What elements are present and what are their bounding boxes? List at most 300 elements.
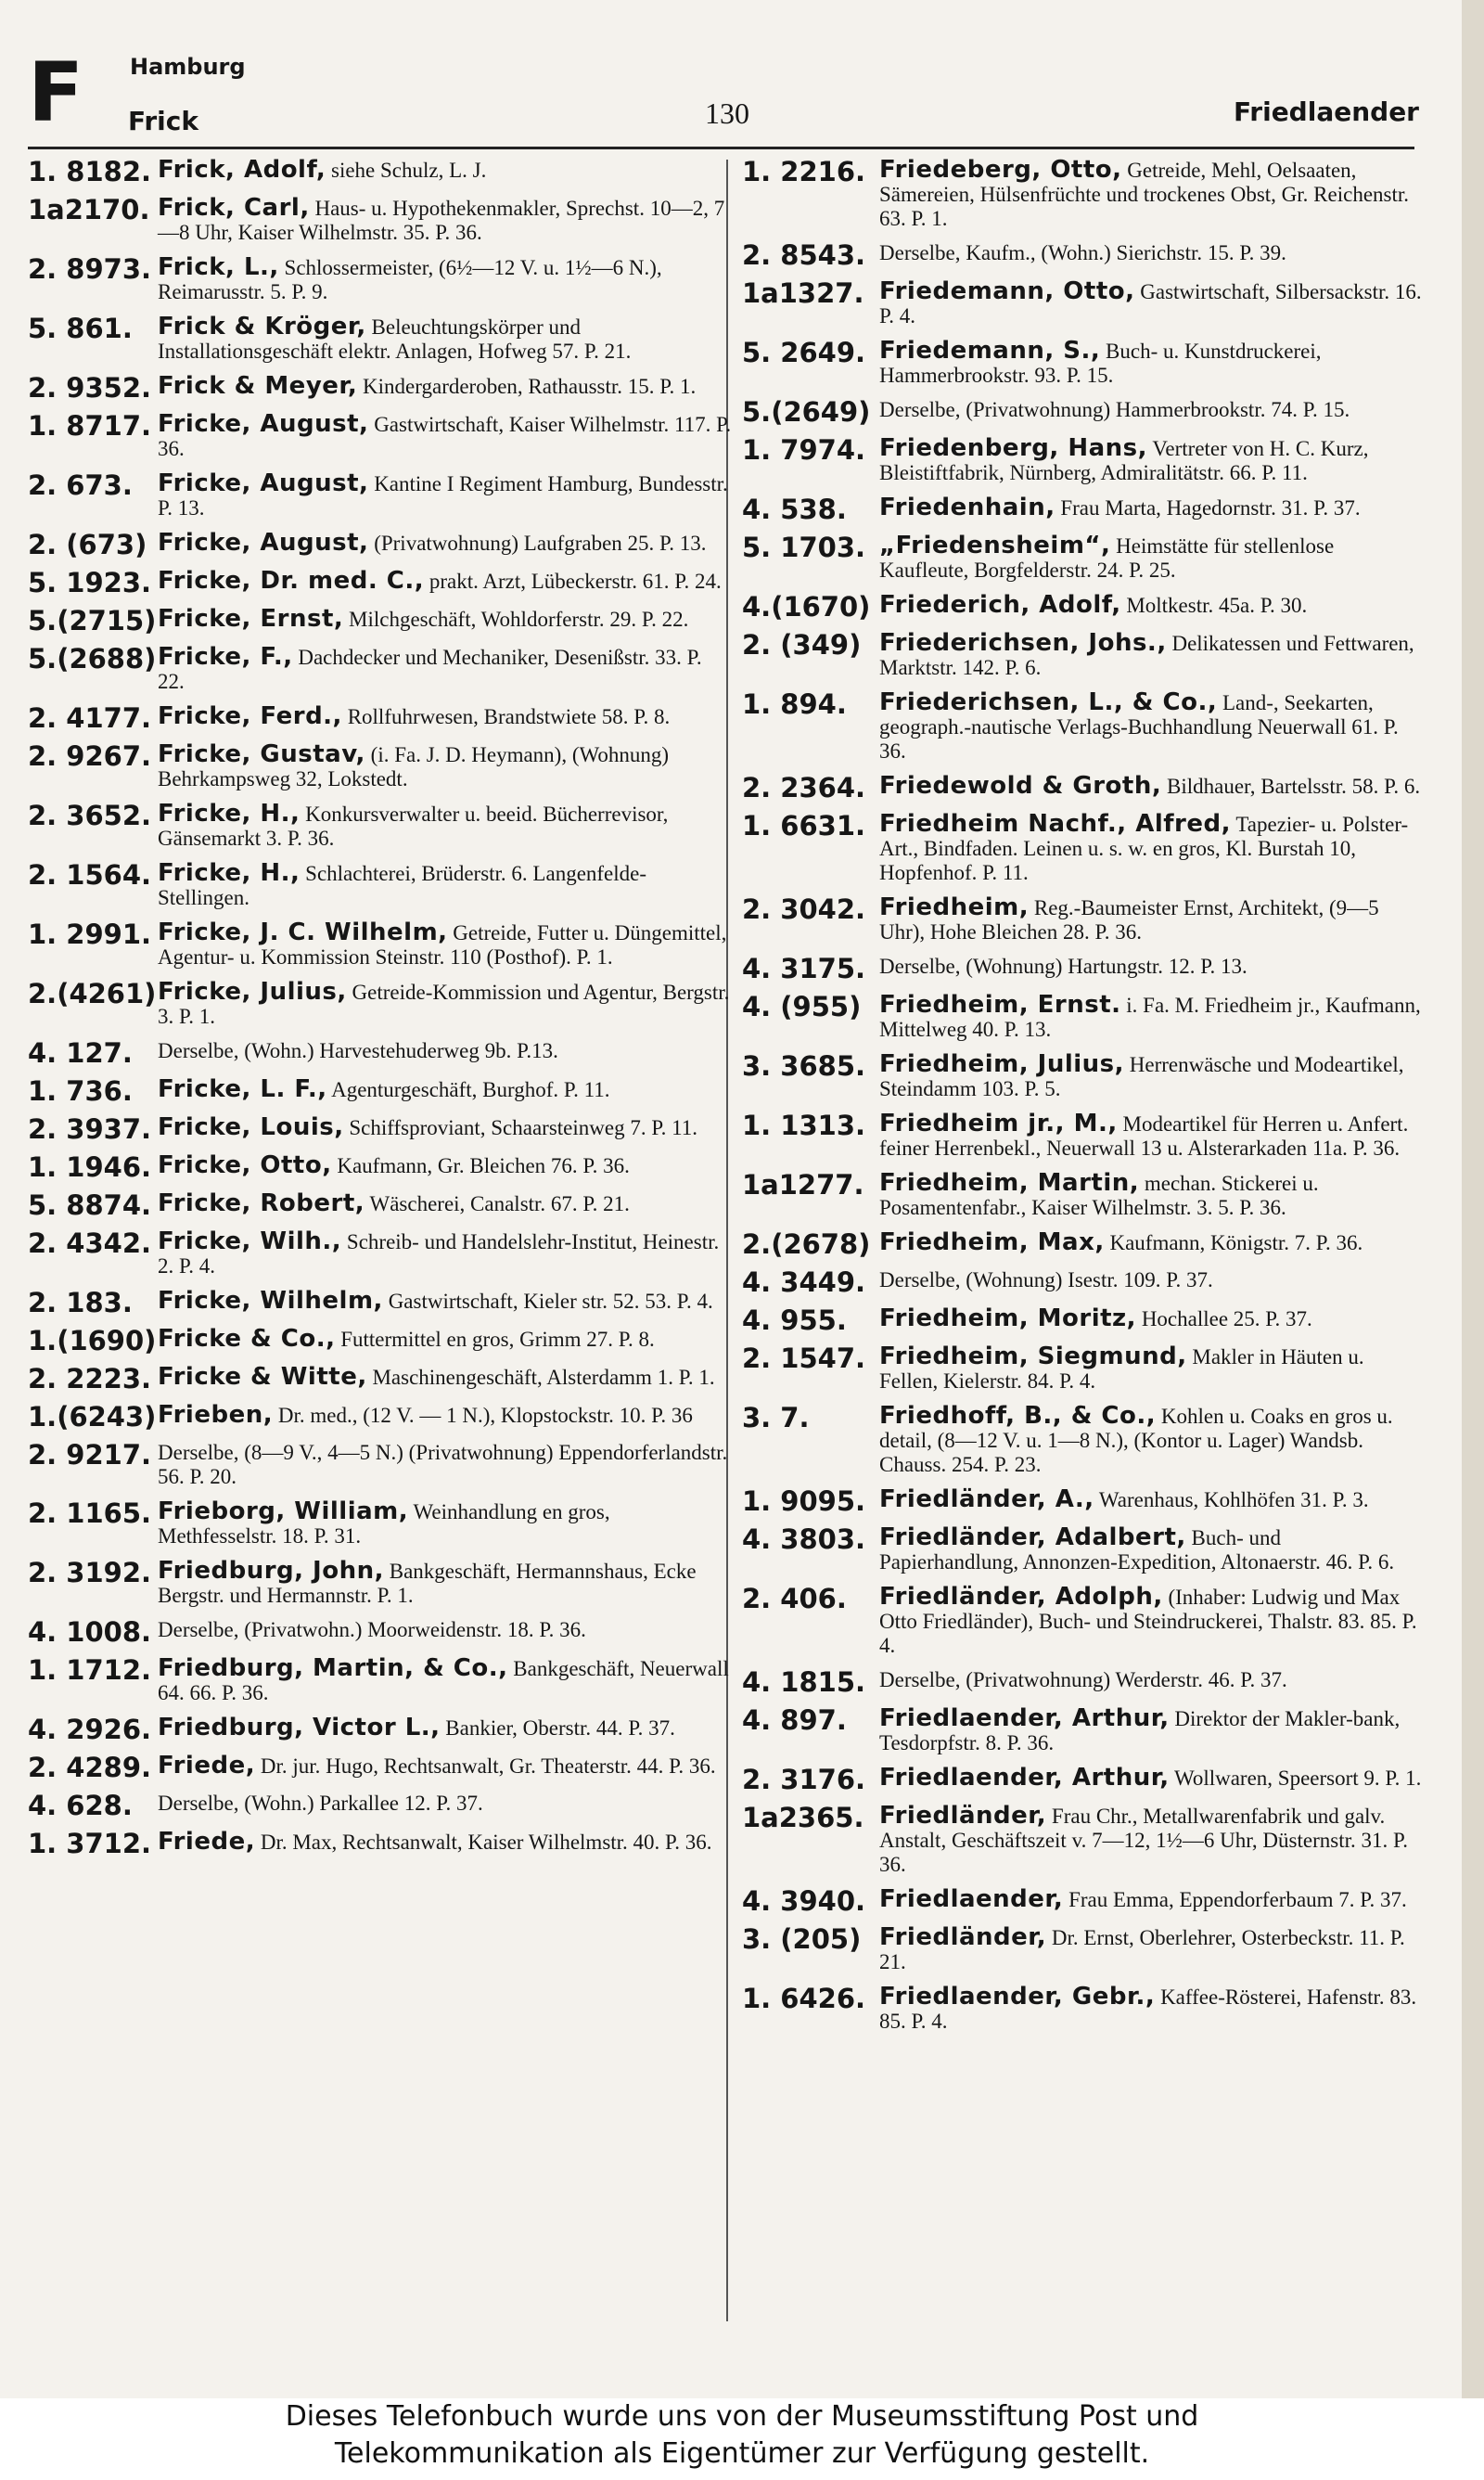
phone-number: 1. 9095.	[742, 1485, 866, 1517]
entry-details: Direktor der Makler-bank, Tesdorpfstr. 8. P. 36.	[879, 1707, 1401, 1754]
phone-number: 2. 3176.	[742, 1764, 866, 1795]
entry-details: Derselbe, (Wohnung) Isestr. 109. P. 37.	[879, 1268, 1213, 1291]
directory-entry	[742, 1306, 1424, 1334]
entry-body	[879, 1804, 1424, 1877]
entry-body	[879, 812, 1424, 885]
entry-body	[158, 1229, 733, 1279]
subscriber-name: Friedländer, A.,	[879, 1485, 1094, 1513]
phone-number: 2.(4261)	[28, 978, 157, 1009]
phone-number: 4.(1670)	[742, 591, 871, 623]
subscriber-name: Friedländer,	[879, 1802, 1047, 1830]
directory-entry	[742, 339, 1424, 388]
phone-number: 2. 3652.	[28, 800, 152, 831]
directory-entry	[742, 1985, 1424, 2034]
phone-number: 1.(6243)	[28, 1401, 157, 1433]
entry-body	[158, 1327, 733, 1352]
entry-body	[158, 1792, 733, 1816]
directory-entry	[28, 1115, 733, 1143]
phone-number: 1. 8717.	[28, 410, 152, 442]
footer-line-2: Telekommunikation als Eigentümer zur Verfügung gestellt.	[334, 2437, 1150, 2470]
phone-number: 1a1327.	[742, 277, 864, 309]
entry-details: Kaffee-Rösterei, Hafenstr. 83. 85. P. 4.	[879, 1985, 1417, 2033]
entry-body	[158, 1153, 733, 1178]
entry-details: Bankgeschäft, Hermannshaus, Ecke Bergstr. und Hermannstr. P. 1.	[158, 1560, 697, 1607]
right-running-head: Friedlaender	[1233, 96, 1419, 127]
phone-number: 1a2365.	[742, 1802, 864, 1833]
subscriber-name: Fricke, J. C. Wilhelm,	[158, 919, 448, 946]
entry-details: Agenturgeschäft, Burghof. P. 11.	[331, 1078, 610, 1101]
phone-number: 2. 8973.	[28, 253, 152, 285]
phone-number: 4. 3175.	[742, 953, 866, 984]
directory-entry	[28, 704, 733, 732]
subscriber-name: Frieben,	[158, 1401, 274, 1429]
entry-details: Delikatessen und Fettwaren, Marktstr. 142. P. 6.	[879, 632, 1414, 679]
directory-entry	[28, 1792, 733, 1819]
entry-details: Wollwaren, Speersort 9. P. 1.	[1173, 1767, 1422, 1790]
directory-entry	[28, 315, 733, 364]
subscriber-name: Friederich, Adolf,	[879, 591, 1121, 619]
directory-entry	[28, 1441, 733, 1489]
entry-details: Konkursverwalter u. beeid. Bücherrevisor, Gänsemarkt 3. P. 36.	[158, 803, 669, 850]
entry-details: Rollfuhrwesen, Brandstwiete 58. P. 8.	[347, 705, 671, 728]
entry-details: Futtermittel en gros, Grimm 27. P. 8.	[340, 1328, 655, 1351]
entry-details: Schiffsproviant, Schaarsteinweg 7. P. 11.	[349, 1116, 697, 1139]
entry-body	[158, 1289, 733, 1314]
phone-number: 1. 1712.	[28, 1654, 152, 1686]
subscriber-name: Friede,	[158, 1752, 256, 1780]
entry-details: Reg.-Baumeister Ernst, Architekt, (9—5 Uhr), Hohe Bleichen 28. P. 36.	[879, 896, 1379, 944]
entry-body	[158, 1039, 733, 1063]
entry-details: Kindergarderoben, Rathausstr. 15. P. 1.	[363, 375, 697, 398]
directory-entry	[742, 1804, 1424, 1877]
entry-body	[158, 1115, 733, 1140]
entry-body	[879, 1171, 1424, 1220]
directory-entry	[742, 1404, 1424, 1477]
directory-entry	[28, 531, 733, 559]
entry-body	[879, 1404, 1424, 1477]
entry-body	[158, 471, 733, 520]
entry-details: Dr. med., (12 V. — 1 N.), Klopstockstr. 10. P. 36	[277, 1404, 693, 1427]
phone-number: 1a1277.	[742, 1169, 864, 1201]
directory-entry	[28, 374, 733, 402]
entry-details: i. Fa. M. Friedheim jr., Kaufmann, Mittelweg 40. P. 13.	[879, 994, 1421, 1041]
subscriber-name: Friedheim,	[879, 893, 1030, 921]
directory-entry	[742, 1171, 1424, 1220]
subscriber-name: Friedheim, Ernst.	[879, 991, 1121, 1019]
entry-body	[158, 1191, 733, 1216]
phone-number: 1. 7974.	[742, 434, 866, 466]
phone-number: 2. 4342.	[28, 1227, 152, 1259]
directory-entry	[742, 1052, 1424, 1101]
phone-number: 5.(2715)	[28, 605, 157, 636]
directory-entry	[742, 593, 1424, 621]
entry-details: Derselbe, Kaufm., (Wohn.) Sierichstr. 15. P. 39.	[879, 241, 1286, 264]
subscriber-name: Fricke, Gustav,	[158, 740, 365, 768]
subscriber-name: Friedheim, Moritz,	[879, 1304, 1137, 1332]
entry-body	[879, 1706, 1424, 1755]
phone-number: 2. 9352.	[28, 372, 152, 404]
entry-body	[158, 1559, 733, 1608]
entry-body	[879, 1925, 1424, 1974]
entry-details: Tapezier- u. Polster-Art., Bindfaden. Leinen u. s. w. en gros, Kl. Burstah 10, Hopfenhof. P. 11.	[879, 813, 1409, 884]
subscriber-name: Fricke, Wilh.,	[158, 1227, 342, 1255]
phone-number: 5. 1923.	[28, 567, 152, 598]
entry-details: Heimstätte für stellenlose Kaufleute, Borgfelderstr. 24. P. 25.	[879, 534, 1335, 582]
entry-details: Derselbe, (Privatwohnung) Werderstr. 46. P. 37.	[879, 1668, 1287, 1691]
entry-body	[158, 255, 733, 304]
header-rule	[28, 147, 1414, 149]
entry-details: Kantine I Regiment Hamburg, Bundesstr. P. 13.	[158, 472, 728, 520]
entry-body	[158, 1656, 733, 1705]
directory-entry	[28, 1754, 733, 1781]
entry-body	[879, 1344, 1424, 1394]
phone-number: 2. 9217.	[28, 1439, 152, 1471]
phone-number: 2. 2223.	[28, 1363, 152, 1394]
directory-entry	[742, 1268, 1424, 1296]
entry-body	[158, 1499, 733, 1548]
subscriber-name: Frick, Adolf,	[158, 156, 326, 184]
entry-body	[158, 1618, 733, 1642]
footer-line-1: Dieses Telefonbuch wurde uns von der Museumsstiftung Post und	[285, 2400, 1199, 2433]
phone-number: 4. 2926.	[28, 1714, 152, 1745]
entry-details: Gastwirtschaft, Kieler str. 52. 53. P. 4.	[388, 1290, 713, 1313]
entry-body	[158, 920, 733, 970]
entry-details: Frau Marta, Hagedornstr. 31. P. 37.	[1060, 496, 1361, 520]
entry-body	[158, 374, 733, 399]
directory-entry	[742, 812, 1424, 885]
phone-number: 4. 1815.	[742, 1666, 866, 1698]
directory-entry	[28, 980, 733, 1029]
directory-entry	[742, 533, 1424, 583]
entry-details: Dr. jur. Hugo, Rechtsanwalt, Gr. Theaterstr. 44. P. 36.	[260, 1754, 716, 1778]
subscriber-name: Friedländer,	[879, 1923, 1047, 1951]
directory-entry	[28, 196, 733, 245]
subscriber-name: Fricke, Dr. med. C.,	[158, 567, 425, 595]
subscriber-name: Friedemann, Otto,	[879, 277, 1135, 305]
entry-body	[879, 339, 1424, 388]
phone-number: 1.(1690)	[28, 1325, 157, 1356]
entry-body	[879, 631, 1424, 680]
subscriber-name: Friedheim Nachf., Alfred,	[879, 810, 1231, 838]
directory-entry	[742, 1706, 1424, 1755]
phone-number: 5.(2649)	[742, 396, 871, 428]
entry-details: Maschinengeschäft, Alsterdamm 1. P. 1.	[372, 1366, 715, 1389]
entry-body	[158, 196, 733, 245]
entry-body	[879, 1887, 1424, 1912]
phone-number: 4. 897.	[742, 1704, 847, 1736]
entry-details: Dr. Ernst, Oberlehrer, Osterbeckstr. 11. P. 21.	[879, 1926, 1405, 1973]
entry-body	[158, 704, 733, 729]
entry-body	[879, 895, 1424, 944]
entry-details: Vertreter von H. C. Kurz, Bleistiftfabrik, Nürnberg, Admiralitätstr. 66. P. 11.	[879, 437, 1369, 484]
entry-details: Derselbe, (Wohn.) Parkallee 12. P. 37.	[158, 1792, 483, 1815]
entry-body	[879, 436, 1424, 485]
phone-number: 2. 4177.	[28, 702, 152, 734]
subscriber-name: Friedlaender, Gebr.,	[879, 1983, 1156, 2011]
directory-entry	[28, 1039, 733, 1067]
subscriber-name: Fricke, Ferd.,	[158, 702, 342, 730]
subscriber-name: Friedländer, Adalbert,	[879, 1523, 1186, 1551]
directory-entry	[28, 1077, 733, 1105]
subscriber-name: Friedeberg, Otto,	[879, 156, 1122, 184]
entry-body	[879, 1487, 1424, 1512]
subscriber-name: Frieborg, William,	[158, 1497, 409, 1525]
directory-entry	[742, 1487, 1424, 1515]
entry-details: siehe Schulz, L. J.	[331, 159, 487, 182]
entry-body	[158, 1754, 733, 1779]
phone-number: 2. 4289.	[28, 1752, 152, 1783]
entry-details: Schreib- und Handelslehr-Institut, Heinestr. 2. P. 4.	[158, 1230, 720, 1278]
section-letter: F	[28, 45, 84, 140]
subscriber-name: Friedheim jr., M.,	[879, 1110, 1118, 1137]
entry-body	[879, 533, 1424, 583]
directory-entry	[28, 1365, 733, 1393]
directory-entry	[28, 255, 733, 304]
entry-body	[158, 645, 733, 694]
entry-body	[879, 955, 1424, 979]
phone-number: 4. (955)	[742, 991, 862, 1022]
entry-body	[158, 1715, 733, 1741]
subscriber-name: Fricke, Robert,	[158, 1189, 365, 1217]
entry-body	[158, 861, 733, 910]
subscriber-name: Friedburg, John,	[158, 1557, 384, 1585]
phone-number: 1. 3712.	[28, 1828, 152, 1859]
directory-entry	[742, 1112, 1424, 1161]
phone-number: 2. 3042.	[742, 893, 866, 925]
subscriber-name: Fricke, Julius,	[158, 978, 347, 1006]
directory-entry	[28, 1499, 733, 1548]
directory-entry	[742, 1887, 1424, 1915]
entry-body	[158, 158, 733, 183]
phone-number: 5.(2688)	[28, 643, 157, 675]
entry-body	[879, 1766, 1424, 1791]
phone-number: 2. 3937.	[28, 1113, 152, 1145]
phone-number: 2. (349)	[742, 629, 862, 661]
subscriber-name: Friedenhain,	[879, 494, 1055, 521]
directory-entry	[28, 1289, 733, 1317]
directory-entry	[28, 1715, 733, 1743]
directory-entry	[742, 955, 1424, 983]
directory-entry	[742, 1525, 1424, 1574]
entry-body	[879, 1668, 1424, 1692]
entry-body	[158, 531, 733, 556]
entry-body	[158, 315, 733, 364]
entry-details: Moltkestr. 45a. P. 30.	[1126, 594, 1308, 617]
entry-details: Herrenwäsche und Modeartikel, Steindamm 103. P. 5.	[879, 1053, 1404, 1100]
subscriber-name: Fricke, F.,	[158, 643, 293, 671]
subscriber-name: Friedländer, Adolph,	[879, 1583, 1163, 1611]
directory-entry	[742, 895, 1424, 944]
directory-entry	[742, 436, 1424, 485]
subscriber-name: Frick, Carl,	[158, 194, 310, 222]
directory-entry	[742, 279, 1424, 328]
footer-notice	[0, 2398, 1484, 2480]
entry-details: Bankgeschäft, Neuerwall 64. 66. P. 36.	[158, 1657, 729, 1704]
subscriber-name: Friede,	[158, 1828, 256, 1856]
entry-body	[158, 1077, 733, 1102]
entry-body	[879, 1230, 1424, 1255]
phone-number: 1. 2991.	[28, 919, 152, 950]
entry-body	[879, 1052, 1424, 1101]
entry-details: mechan. Stickerei u. Posamentenfabr., Kaiser Wilhelmstr. 3. 5. P. 36.	[879, 1172, 1319, 1219]
phone-number: 4. 628.	[28, 1790, 133, 1821]
entry-details: Hochallee 25. P. 37.	[1141, 1307, 1312, 1330]
phone-number: 4. 955.	[742, 1304, 847, 1336]
entry-body	[158, 802, 733, 851]
entry-details: (i. Fa. J. D. Heymann), (Wohnung) Behrkampsweg 32, Lokstedt.	[158, 743, 670, 790]
subscriber-name: Friedenberg, Hans,	[879, 434, 1147, 462]
entry-details: Getreide-Kommission und Agentur, Bergstr. 3. P. 1.	[158, 981, 730, 1028]
subscriber-name: Fricke, Ernst,	[158, 605, 344, 633]
directory-entry	[28, 920, 733, 970]
entry-body	[879, 279, 1424, 328]
entry-body	[879, 1585, 1424, 1658]
phone-number: 2. (673)	[28, 529, 147, 560]
entry-body	[158, 569, 733, 594]
entry-details: Land-, Seekarten, geograph.-nautische Verlags-Buchhandlung Neuerwall 61. P. 36.	[879, 691, 1399, 763]
entry-details: Schlachterei, Brüderstr. 6. Langenfelde-Stellingen.	[158, 862, 647, 909]
page-header	[0, 0, 1484, 153]
phone-number: 2. 1165.	[28, 1497, 152, 1529]
phone-number: 4. 127.	[28, 1037, 133, 1069]
phone-number: 2. 673.	[28, 469, 133, 501]
entry-body	[158, 1830, 733, 1855]
left-column	[28, 158, 733, 1868]
directory-entry	[28, 1327, 733, 1355]
subscriber-name: Friedhoff, B., & Co.,	[879, 1402, 1157, 1430]
subscriber-name: Fricke, Wilhelm,	[158, 1287, 383, 1315]
entry-body	[158, 742, 733, 791]
entry-details: Derselbe, (Wohnung) Hartungstr. 12. P. 13.	[879, 955, 1247, 978]
entry-details: Schlossermeister, (6½—12 V. u. 1½—6 N.), Reimarusstr. 5. P. 9.	[158, 256, 662, 303]
entry-body	[879, 1268, 1424, 1292]
directory-entry	[742, 1585, 1424, 1658]
entry-details: Makler in Häuten u. Fellen, Kielerstr. 84. P. 4.	[879, 1345, 1364, 1393]
subscriber-name: „Friedensheim“,	[879, 532, 1111, 559]
entry-details: Weinhandlung en gros, Methfesselstr. 18. P. 31.	[158, 1500, 610, 1548]
directory-entry	[742, 993, 1424, 1042]
directory-entry	[28, 861, 733, 910]
entry-details: Warenhaus, Kohlhöfen 31. P. 3.	[1098, 1488, 1369, 1511]
directory-entry	[742, 1925, 1424, 1974]
directory-entry	[28, 471, 733, 520]
phone-number: 3. (205)	[742, 1923, 862, 1955]
directory-entry	[28, 607, 733, 635]
directory-entry	[742, 1668, 1424, 1696]
entry-body	[879, 1112, 1424, 1161]
directory-entry	[28, 802, 733, 851]
entry-details: Beleuchtungskörper und Installationsgeschäft elektr. Anlagen, Hofweg 57. P. 21.	[158, 315, 632, 363]
phone-number: 3. 3685.	[742, 1050, 866, 1082]
phone-number: 2.(2678)	[742, 1228, 871, 1260]
subscriber-name: Friedburg, Martin, & Co.,	[158, 1654, 508, 1682]
directory-entry	[742, 495, 1424, 523]
phone-number: 1. 6631.	[742, 810, 866, 842]
subscriber-name: Friedheim, Max,	[879, 1228, 1105, 1256]
entry-body	[158, 412, 733, 461]
entry-details: Buch- u. Kunstdruckerei, Hammerbrookstr. 93. P. 15.	[879, 340, 1322, 387]
subscriber-name: Fricke, August,	[158, 529, 369, 557]
phone-number: 2. 8543.	[742, 239, 866, 271]
directory-entry	[742, 1766, 1424, 1793]
phone-number: 4. 3940.	[742, 1885, 866, 1917]
entry-details: Bildhauer, Bartelsstr. 58. P. 6.	[1166, 775, 1421, 798]
subscriber-name: Frick & Meyer,	[158, 372, 358, 400]
phone-number: 4. 3449.	[742, 1266, 866, 1298]
subscriber-name: Friederichsen, L., & Co.,	[879, 688, 1218, 716]
subscriber-name: Fricke, Louis,	[158, 1113, 344, 1141]
directory-entry	[28, 569, 733, 597]
subscriber-name: Fricke, August,	[158, 410, 369, 438]
subscriber-name: Friedewold & Groth,	[879, 772, 1162, 800]
entry-details: Derselbe, (Privatwohn.) Moorweidenstr. 18. P. 36.	[158, 1618, 586, 1641]
entry-body	[879, 774, 1424, 799]
entry-body	[158, 607, 733, 632]
entry-details: Kaufmann, Gr. Bleichen 76. P. 36.	[337, 1154, 630, 1177]
entry-details: prakt. Arzt, Lübeckerstr. 61. P. 24.	[429, 570, 722, 593]
subscriber-name: Friedlaender, Arthur,	[879, 1704, 1170, 1732]
directory-entry	[28, 412, 733, 461]
phone-number: 1. 6426.	[742, 1983, 866, 2014]
city-heading: Hamburg	[130, 54, 246, 80]
entry-details: Gastwirtschaft, Kaiser Wilhelmstr. 117. P. 36.	[158, 413, 732, 460]
directory-entry	[742, 241, 1424, 269]
entry-details: Gastwirtschaft, Silbersackstr. 16. P. 4.	[879, 280, 1422, 328]
entry-body	[879, 158, 1424, 231]
entry-details: (Inhaber: Ludwig und Max Otto Friedländer), Buch- und Steindruckerei, Thalstr. 83. 85. P. 4.	[879, 1586, 1417, 1657]
phone-number: 2. 9267.	[28, 740, 152, 772]
phone-number: 2. 1564.	[28, 859, 152, 891]
entry-details: Derselbe, (8—9 V., 4—5 N.) (Privatwohnung) Eppendorferlandstr. 56. P. 20.	[158, 1441, 728, 1488]
directory-entry	[742, 398, 1424, 426]
phone-number: 1. 894.	[742, 688, 847, 720]
subscriber-name: Fricke, August,	[158, 469, 369, 497]
subscriber-name: Fricke & Witte,	[158, 1363, 367, 1391]
phone-number: 4. 538.	[742, 494, 847, 525]
phone-number: 1. 736.	[28, 1075, 133, 1107]
subscriber-name: Friederichsen, Johs.,	[879, 629, 1167, 657]
directory-entry	[28, 1830, 733, 1857]
phone-number: 3. 7.	[742, 1402, 810, 1433]
page-number: 130	[705, 96, 749, 130]
entry-details: Frau Chr., Metallwarenfabrik und galv. Anstalt, Geschäftszeit v. 7—12, 1½—6 Uhr, Düsternstr. 31. P. 36.	[879, 1805, 1408, 1876]
entry-details: Milchgeschäft, Wohldorferstr. 29. P. 22.	[349, 608, 689, 631]
entry-details: Modeartikel für Herren u. Anfert. feiner Herrenbekl., Neuerwall 13 u. Alsterarkaden 11a. P. 36.	[879, 1112, 1409, 1160]
entry-details: Derselbe, (Privatwohnung) Hammerbrookstr. 74. P. 15.	[879, 398, 1350, 421]
entry-details: (Privatwohnung) Laufgraben 25. P. 13.	[374, 532, 707, 555]
subscriber-name: Friedlaender, Arthur,	[879, 1764, 1170, 1792]
phone-number: 1. 2216.	[742, 156, 866, 187]
subscriber-name: Fricke, Otto,	[158, 1151, 332, 1179]
subscriber-name: Fricke, H.,	[158, 800, 301, 828]
phone-number: 2. 1547.	[742, 1343, 866, 1374]
directory-entry	[28, 742, 733, 791]
page-edge	[1462, 0, 1484, 2398]
entry-details: Bankier, Oberstr. 44. P. 37.	[445, 1716, 675, 1740]
entry-body	[879, 993, 1424, 1042]
right-column	[742, 158, 1424, 2044]
entry-details: Kaufmann, Königstr. 7. P. 36.	[1109, 1231, 1363, 1254]
entry-details: Dr. Max, Rechtsanwalt, Kaiser Wilhelmstr. 40. P. 36.	[260, 1831, 712, 1854]
entry-details: Getreide, Futter u. Düngemittel, Agentur- u. Kommission Steinstr. 110 (Posthof). P. 1.	[158, 921, 727, 969]
subscriber-name: Friedburg, Victor L.,	[158, 1714, 441, 1741]
entry-body	[879, 690, 1424, 764]
subscriber-name: Fricke, L. F.,	[158, 1075, 327, 1103]
phone-number: 2. 406.	[742, 1583, 847, 1614]
entry-details: Dachdecker und Mechaniker, Desenißstr. 33. P. 22.	[158, 646, 702, 693]
phone-number: 4. 1008.	[28, 1616, 152, 1648]
directory-entry	[28, 158, 733, 186]
